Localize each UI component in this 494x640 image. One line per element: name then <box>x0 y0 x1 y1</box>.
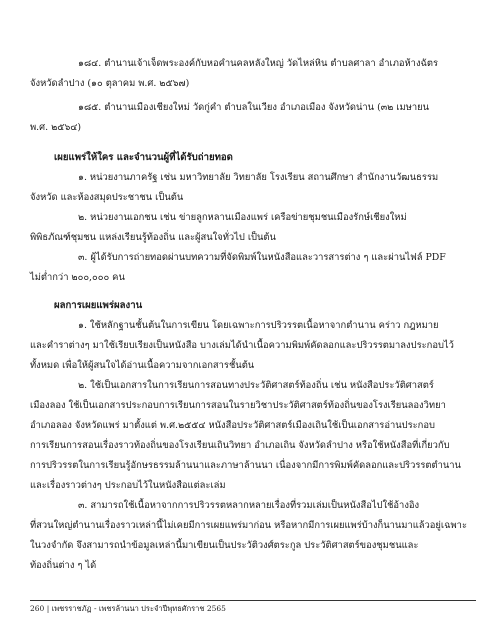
paragraph-line: ๑. หน่วยงานภาครัฐ เช่น มหาวิทยาลัย วิทยาลัย โรงเรียน สถานศึกษา สำนักงานวัฒนธรรม <box>78 172 439 183</box>
paragraph-line: ๒. ใช้เป็นเอกสารในการเรียนการสอนทางประวัติศาสตร์ท้องถิ่น เช่น หนังสือประวัติศาสตร์ <box>78 380 434 391</box>
reference-184-line1: ๑๘๔. ตำนานเจ้าเจ็ดพระองค์กับหอคำนคลหลังใหญ่ วัดไหล่หิน ตำบลศาลา อำเภอห้างฉัตร <box>78 58 439 69</box>
footer-rule <box>30 600 476 601</box>
paragraph-line: ไม่ต่ำกว่า ๒๐๐,๐๐๐ คน <box>30 272 125 283</box>
page-footer <box>30 604 226 614</box>
paragraph-line: อำเภอลอง จังหวัดแพร่ มาตั้งแต่ พ.ศ.๒๕๕๔ หนังสือประวัติศาสตร์เมืองเถินใช้เป็นเอกสารอ่านประกอบ <box>30 420 435 431</box>
page-number: 260 <box>30 604 45 613</box>
paragraph-line: ที่สวนใหญ่ตำนานเรื่องราวเหล่านี้ไม่เคยมีการเผยแพร่มาก่อน หรือหากมีการเผยแพร่บ้างก็นานมาแล้วอยู่เฉพาะ <box>30 520 467 531</box>
paragraph-line: ๑. ใช้หลักฐานชั้นต้นในการเขียน โดยเฉพาะการปริวรรตเนื้อหาจากตำนาน คร่าว กฎหมาย <box>78 320 439 331</box>
reference-184-line2: จังหวัดลำปาง (๑๐ ตุลาคม พ.ศ. ๒๕๖๗) <box>30 78 190 89</box>
publication-title: เพชรราชภัฏ - เพชรล้านนา ประจำปีพุทธศักราช 2565 <box>51 604 226 613</box>
paragraph-line: เมืองลอง ใช้เป็นเอกสารประกอบการเรียนการสอนในรายวิชาประวัติศาสตร์ท้องถิ่นของโรงเรียนลองวิทยา <box>30 400 446 411</box>
paragraph-line: จังหวัด และห้องสมุดประชาชน เป็นต้น <box>30 192 184 203</box>
paragraph-line: ทั้งหมด เพื่อให้ผู้สนใจได้อ่านเนื้อความจากเอกสารชั้นต้น <box>30 360 255 371</box>
paragraph-line: และเรื่องราวต่างๆ ประกอบไว้ในหนังสือแต่ละเล่ม <box>30 480 226 491</box>
reference-185-line1: ๑๘๕. ตำนานเมืองเชียงใหม่ วัดกู่คำ ตำบลในเวียง อำเภอเมือง จังหวัดน่าน (๓๒ เมษายน <box>78 102 430 113</box>
paragraph-line: การปริวรรตในการเรียนรู้อักษรธรรมล้านนาและภาษาล้านนา เนื่องจากมีการพิมพ์คัดลอกและปริวรรตตำนาน <box>30 460 461 471</box>
paragraph-line: ในวงจำกัด จึงสามารถนำข้อมูลเหล่านี้มาเขียนเป็นประวัติวงศ์ตระกูล ประวัติศาสตร์ของชุมชนและ <box>30 540 419 551</box>
paragraph-line: และคำราต่างๆ มาใช้เรียบเรียงเป็นหนังสือ บางเล่มได้นำเนื้อความพิมพ์คัดลอกและปริวรรตมาลงประกอบไว้ <box>30 340 454 351</box>
paragraph-line: การเรียนการสอนเรื่องราวท้องถิ่นของโรงเรียนเถินวิทยา อำเภอเถิน จังหวัดลำปาง หรือใช้หนังสือที่เกี่ยวกับ <box>30 440 450 451</box>
paragraph-line: ท้องถิ่นต่าง ๆ ได้ <box>30 560 97 571</box>
paragraph-line: พิพิธภัณฑ์ชุมชน แหล่งเรียนรู้ท้องถิ่น และผู้สนใจทั่วไป เป็นต้น <box>30 232 276 243</box>
reference-185-line2: พ.ศ. ๒๕๖๔) <box>30 122 82 133</box>
section-heading-results: ผลการเผยแพร่ผลงาน <box>54 300 143 311</box>
paragraph-line: ๒. หน่วยงานเอกชน เช่น ข่ายลูกหลานเมืองแพร่ เครือข่ายชุมชนเมืองรักษ์เชียงใหม่ <box>78 212 407 223</box>
paragraph-line: ๓. ผู้ได้รับการถ่ายทอดผ่านบทความที่จัดพิมพ์ในหนังสือและวารสารต่าง ๆ และผ่านไฟล์ PDF <box>78 252 446 263</box>
footer-separator: | <box>46 604 50 613</box>
section-heading-audience: เผยแพร่ให้ใคร และจำนวนผู้ที่ได้รับถ่ายทอด <box>54 152 233 163</box>
paragraph-line: ๓. สามารถใช้เนื้อหาจากการปริวรรตหลากหลายเรื่องที่รวมเล่มเป็นหนังสือไปใช้อ้างอิง <box>78 500 420 511</box>
